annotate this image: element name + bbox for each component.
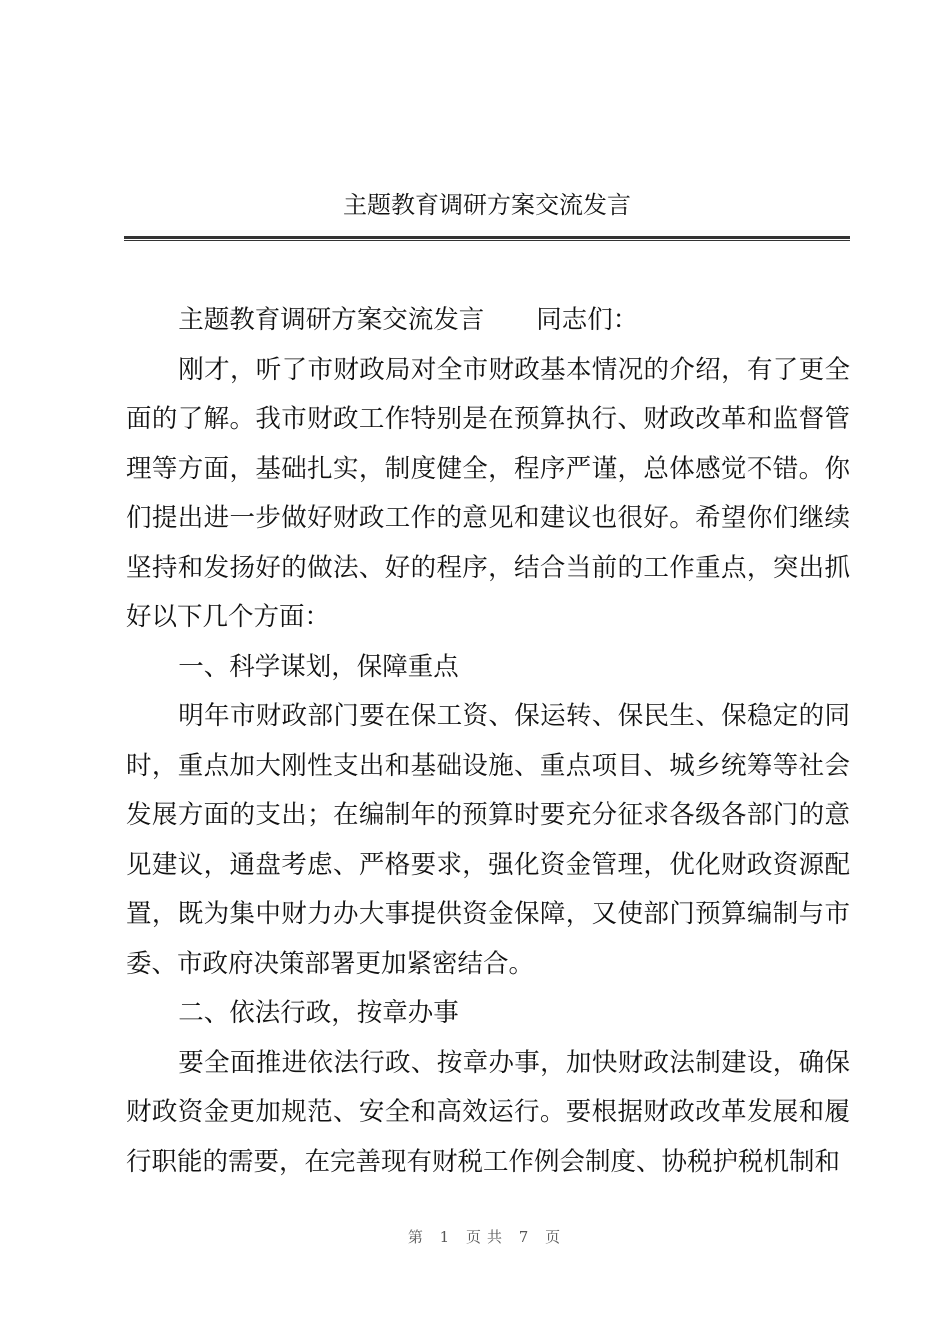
paragraph-section-1: 明年市财政部门要在保工资、保运转、保民生、保稳定的同时，重点加大刚性支出和基础设施、重点项目、城乡统筹等社会发展方面的支出；在编制年的预算时要充分征求各级各部门的意见建议，通盘考虑、严格要求，强化资金管理，优化财政资源配置，既为集中财力办大事提供资金保障，又使部门预算编制与市委、市政府决策部署更加紧密结合。 [126,701,850,979]
paragraph-section-2: 要全面推进依法行政、按章办事，加快财政法制建设，确保财政资金更加规范、安全和高效运行。要根据财政改革发展和履行职能的需要，在完善现有财税工作例会制度、协税护税机制和 [126,1047,850,1177]
paragraph-intro: 刚才，听了市财政局对全市财政基本情况的介绍，有了更全面的了解。我市财政工作特别是在预算执行、财政改革和监督管理等方面，基础扎实，制度健全，程序严谨，总体感觉不错。你们提出进一步做好财政工作的意见和建议也很好。希望你们继续坚持和发扬好的做法、好的程序，结合当前的工作重点，突出抓好以下几个方面： [126,354,850,632]
page-title: 主题教育调研方案交流发言 [343,191,631,219]
document-body [126,296,850,1187]
page-number: 第 1 页共 7 页 [407,1228,567,1246]
opening-line [126,296,850,346]
salutation: 同志们： [536,305,639,335]
header-divider [124,236,850,241]
section-heading-2: 二、依法行政，按章办事 [178,998,459,1028]
opening-title: 主题教育调研方案交流发言 [178,305,485,335]
section-heading-1: 一、科学谋划，保障重点 [178,651,459,682]
